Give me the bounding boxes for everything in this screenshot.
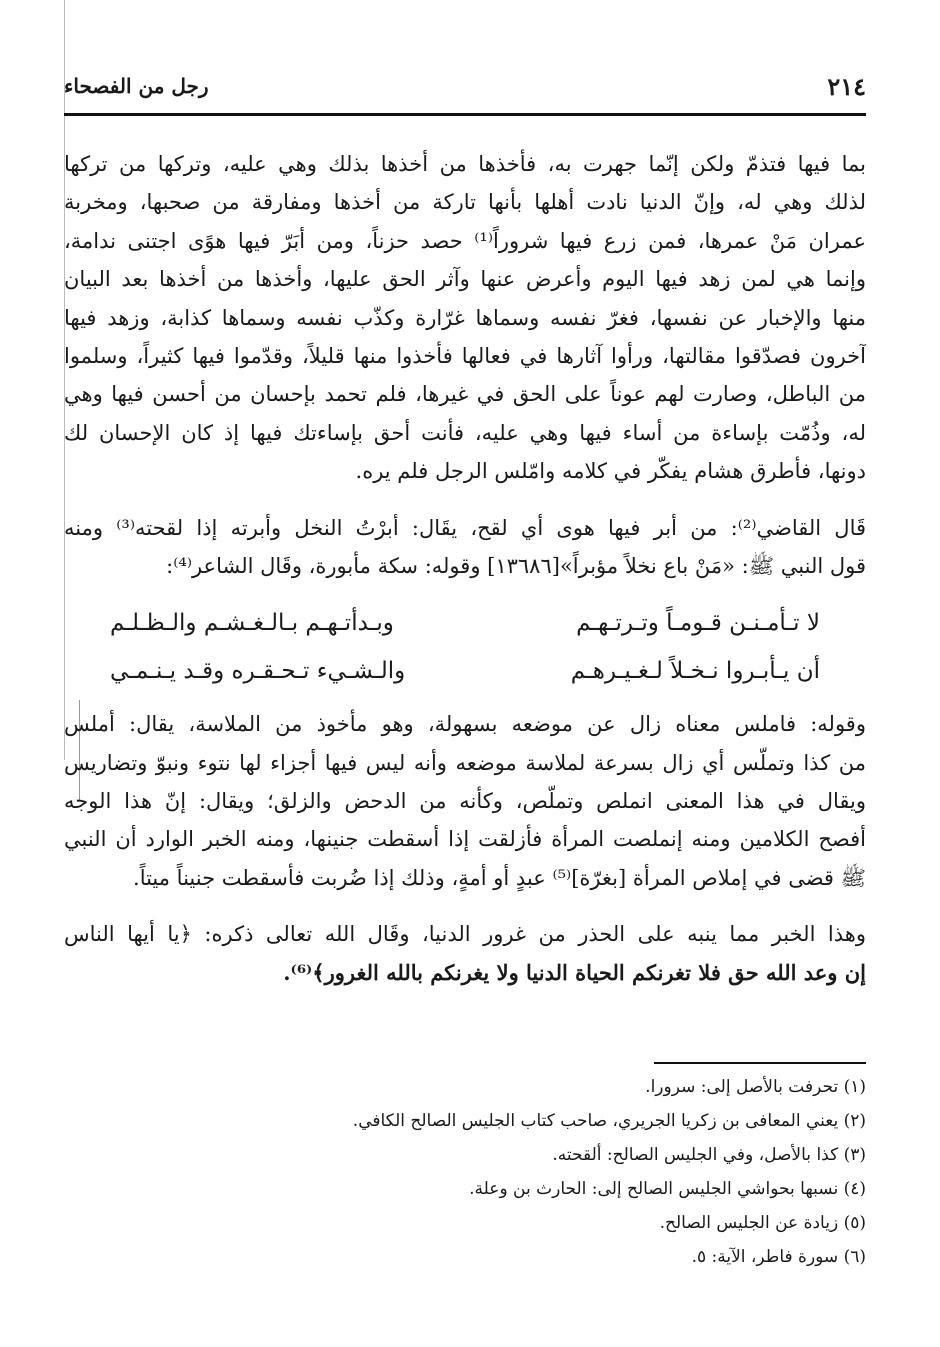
text-line: دونها، فأطرق هشام يفكّر في كلامه وامّلس الرجل فلم يره. — [355, 459, 866, 484]
paragraph-1 — [64, 145, 866, 491]
poem-verse — [64, 599, 866, 647]
footnote: (١) تحرفت بالأصل إلى: سرورا. — [645, 1077, 866, 1097]
text-line: من الباطل، وصارت لهم عوناً على الحق في غيرها، فلم تحمد بإحسان من أحسن فيها وهي — [64, 382, 866, 407]
footnote: (٣) كذا بالأصل، وفي الجليس الصالح: ألقحته. — [552, 1145, 866, 1165]
footnote-rule — [654, 1062, 866, 1064]
text-line: وهذا الخبر مما ينبه على الحذر من غرور الدنيا، وقَال الله تعالى ذكره: ﴿يا أيها الناس — [64, 922, 866, 947]
paragraph-2 — [64, 509, 866, 586]
hemistich-first: أن يـأبـروا نـخـلاً لـغـيـرهـم — [570, 658, 820, 685]
text-line: قَال القاضي⁽²⁾: من أبر فيها هوى أي لقح، يقَال: أبرْتُ النخل وأبرته إذا لقحته⁽³⁾ ومنه — [64, 515, 866, 540]
poem — [64, 599, 866, 695]
footnote: (٢) يعني المعافى بن زكريا الجريري، صاحب كتاب الجليس الصالح الكافي. — [352, 1111, 866, 1131]
text-line: منها والإخبار عن نفسها، فغرّ نفسه وسماها غرّارة وكذّب نفسه وسماها كذابة، وزهد فيها — [64, 305, 866, 330]
text-line: ويقال في هذا المعنى انملص وتملّص، وكأنه من الدحض والزلق؛ ويقال: إنّ هذا الوجه — [64, 789, 866, 814]
running-title: رجل من الفصحاء — [64, 74, 209, 98]
text-line: وإنما هي لمن زهد فيها اليوم وأعرض عنها وآثر الحق عليها، وأخذها من أخذها بعد البيان — [64, 267, 866, 292]
text-line: عمران مَنْ عمرها، فمن زرع فيها شروراً⁽¹⁾ حصد حزناً، ومن أبَرّ فيها هوًى اجتنى ندامة، — [64, 228, 866, 253]
footnote: (٤) نسبها بحواشي الجليس الصالح إلى: الحارث بن وعلة. — [469, 1179, 866, 1199]
text-line: من كذا وتملّس أي زال بسرعة لملاسة موضعه وأنه ليس فيها أجزاء لها نتوء ونبوّ وتضاريس — [64, 750, 866, 775]
quran-verse-line: إن وعد الله حق فلا تغرنكم الحياة الدنيا ولا يغرنكم بالله الغرور﴾⁽⁶⁾. — [283, 959, 866, 985]
text-line: لذلك وهي له، وإنّ الدنيا نادت أهلها بأنها تاركة من أخذها ومفارقة من صحبها، ومخربة — [64, 190, 866, 215]
paragraph-3 — [64, 705, 866, 897]
footnotes — [166, 1070, 866, 1274]
hemistich-second: والـشـيء تـحـقـره وقـد يـنـمـي — [110, 658, 406, 685]
text-line: قول النبي ﷺ: «مَنْ باع نخلاً مؤبراً»[١٣٦٨٦] وقوله: سكة مأبورة، وقَال الشاعر⁽⁴⁾: — [166, 553, 866, 578]
text-line: له، وذُمّت بإساءة من أساء فيها وهي عليه، فأنت أحق بإساءتك فيها إذ كان الإحسان لك — [64, 420, 866, 445]
text-line: بما فيها فتذمّ ولكن إنّما جهرت به، فأخذها من أخذها بذلك وهي عليه، وتركها من تركها — [64, 152, 866, 176]
hemistich-first: لا تـأمـنـن قـومـاً وتـرتـهـم — [576, 610, 820, 637]
text-line: وقوله: فاملس معناه زال عن موضعه بسهولة، وهو مأخوذ من الملاسة، يقال: أملس — [64, 712, 866, 737]
hemistich-second: وبـدأتـهـم بـالـغـشـم والـظـلـم — [110, 610, 394, 637]
footnote: (٦) سورة فاطر، الآية: ٥. — [691, 1247, 866, 1267]
text-line: أفصح الكلامين ومنه إنملصت المرأة فأزلقت إذا أسقطت جنينها، ومنه الخبر الوارد أن النبي — [64, 827, 866, 852]
page-header — [64, 68, 866, 116]
poem-verse — [64, 647, 866, 695]
footnote: (٥) زيادة عن الجليس الصالح. — [659, 1213, 866, 1233]
text-line: ﷺ قضى في إملاص المرأة [بغرّة]⁽⁵⁾ عبدٍ أو أمةٍ، وذلك إذا ضُربت فأسقطت جنيناً ميتاً. — [133, 865, 866, 890]
main-text — [64, 145, 866, 992]
text-line: آخرون فصدّقوا مقالتها، ورأوا آثارها في فعالها فأخذوا منها قليلاً، وقدّموا فيها كثيراً، وسلموا — [64, 343, 866, 368]
paragraph-4 — [64, 915, 866, 992]
page-number: ٢١٤ — [827, 72, 866, 101]
header-rule — [64, 113, 866, 116]
